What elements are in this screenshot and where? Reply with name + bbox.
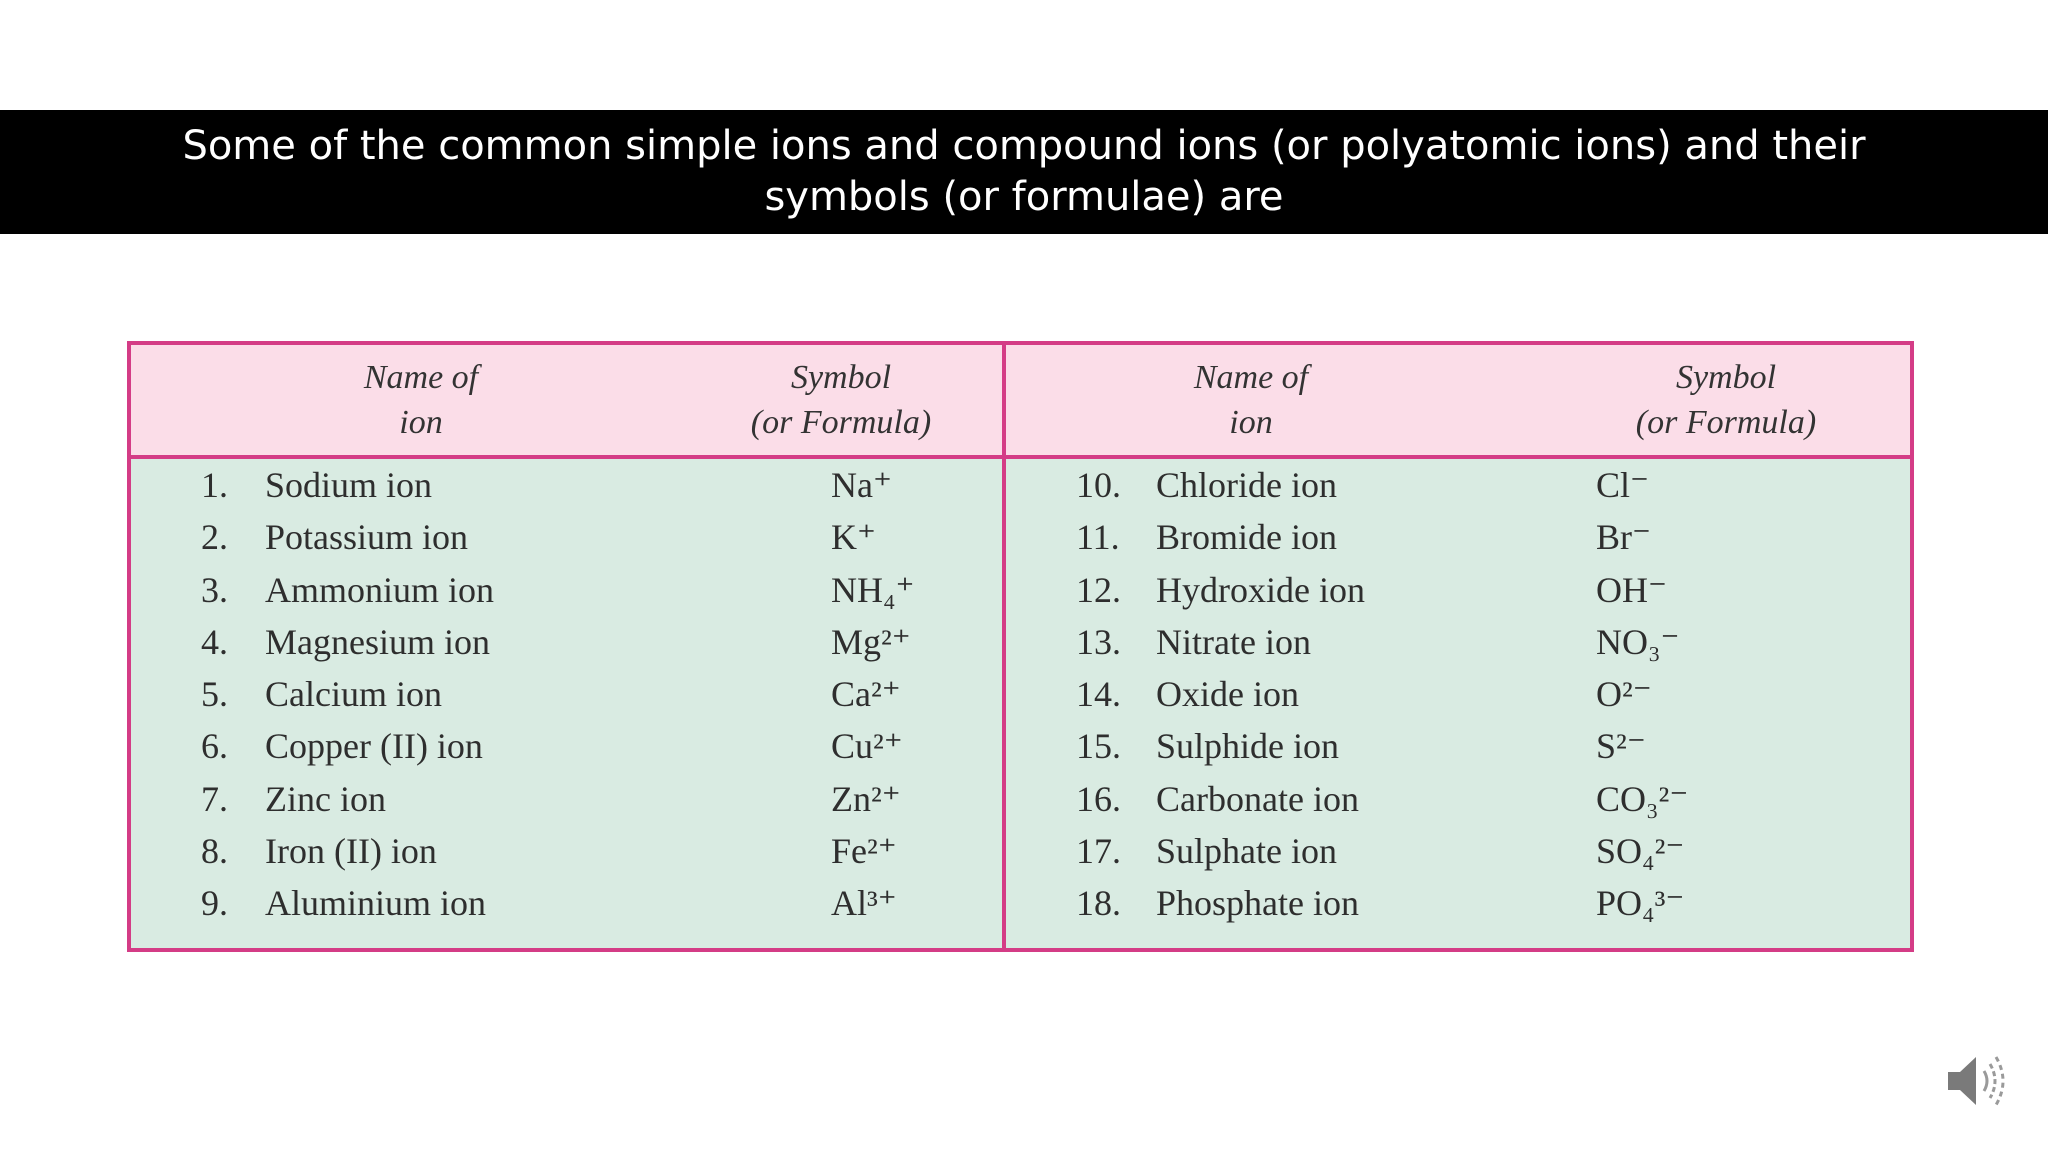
ion-name: Aluminium ion	[265, 883, 487, 924]
table-row	[131, 877, 1002, 929]
ion-symbol: Al³⁺	[831, 883, 897, 924]
row-number: 6.	[201, 726, 228, 767]
left-rows	[131, 459, 1002, 930]
ion-name: Hydroxide ion	[1156, 569, 1365, 610]
ion-symbol: K⁺	[831, 517, 876, 558]
table-row	[1006, 564, 1914, 616]
ion-name: Oxide ion	[1156, 674, 1299, 715]
row-number: 7.	[201, 778, 228, 819]
ion-symbol: Cu²⁺	[831, 726, 903, 767]
row-number: 1.	[201, 465, 228, 505]
ion-symbol: Mg²⁺	[831, 621, 911, 662]
row-number: 14.	[1076, 674, 1121, 715]
table-row	[1006, 459, 1914, 511]
ion-name: Copper (II) ion	[265, 726, 483, 767]
table-row	[1006, 668, 1914, 720]
row-number: 2.	[201, 517, 228, 558]
header-name-line2: ion	[399, 404, 443, 441]
table-row	[131, 564, 1002, 616]
ion-name: Potassium ion	[265, 517, 469, 558]
ion-name: Sulphide ion	[1156, 726, 1340, 767]
header-name-left	[321, 355, 521, 445]
header-symbol-right	[1606, 355, 1846, 445]
ion-symbol: Zn²⁺	[831, 778, 901, 819]
row-number: 18.	[1076, 883, 1121, 924]
table-row	[131, 825, 1002, 877]
table-row	[1006, 511, 1914, 563]
ion-name: Phosphate ion	[1156, 883, 1359, 924]
table-row	[1006, 720, 1914, 772]
ion-symbol: NH₄⁺	[831, 569, 915, 610]
row-number: 5.	[201, 674, 228, 715]
title-banner	[0, 110, 2048, 234]
header-symbol-line1: Symbol	[790, 359, 892, 396]
table-row	[1006, 825, 1914, 877]
header-symbol-line2: (or Formula)	[750, 404, 932, 441]
ion-symbol: Ca²⁺	[831, 674, 901, 715]
ion-symbol: SO₄²⁻	[1596, 831, 1685, 872]
ion-name: Zinc ion	[265, 778, 386, 819]
ion-symbol: PO₄³⁻	[1596, 883, 1685, 924]
row-number: 15.	[1076, 726, 1121, 767]
ion-name: Carbonate ion	[1156, 778, 1359, 819]
ion-name: Nitrate ion	[1156, 621, 1311, 662]
ion-symbol: Na⁺	[831, 465, 892, 505]
header-symbol-line1: Symbol	[1675, 359, 1777, 396]
row-number: 10.	[1076, 465, 1121, 505]
ion-symbol: Fe²⁺	[831, 831, 897, 872]
table-row	[1006, 877, 1914, 929]
row-number: 3.	[201, 569, 228, 610]
row-number: 4.	[201, 621, 228, 662]
table-row	[131, 459, 1002, 511]
table-header	[131, 345, 1910, 459]
table-row	[131, 616, 1002, 668]
table-row	[131, 668, 1002, 720]
ion-name: Ammonium ion	[265, 569, 495, 610]
ion-symbol: Cl⁻	[1596, 465, 1650, 505]
ion-symbol: CO₃²⁻	[1596, 778, 1689, 819]
header-symbol-left	[721, 355, 961, 445]
row-number: 9.	[201, 883, 228, 924]
row-number: 11.	[1076, 517, 1120, 558]
header-name-line1: Name of	[1193, 359, 1309, 396]
header-symbol-line2: (or Formula)	[1635, 404, 1817, 441]
table-row	[131, 511, 1002, 563]
ion-name: Sulphate ion	[1156, 831, 1337, 872]
ion-name: Calcium ion	[265, 674, 442, 715]
header-name-line2: ion	[1229, 404, 1273, 441]
ion-symbol: OH⁻	[1596, 569, 1667, 610]
speaker-icon[interactable]	[1940, 1045, 2012, 1117]
header-name-line1: Name of	[363, 359, 479, 396]
row-number: 16.	[1076, 778, 1121, 819]
table-row	[1006, 773, 1914, 825]
row-number: 17.	[1076, 831, 1121, 872]
header-name-right	[1151, 355, 1351, 445]
table-row	[1006, 616, 1914, 668]
slide-title: Some of the common simple ions and compound ions (or polyatomic ions) and their symbols (or formulae) are	[182, 123, 1866, 220]
ion-name: Sodium ion	[265, 465, 433, 505]
ion-symbol: S²⁻	[1596, 726, 1646, 767]
ion-name: Chloride ion	[1156, 465, 1337, 505]
ion-symbol: NO₃⁻	[1596, 621, 1680, 662]
ion-name: Iron (II) ion	[265, 831, 437, 872]
ion-symbol: O²⁻	[1596, 674, 1652, 715]
table-row	[131, 773, 1002, 825]
ion-name: Magnesium ion	[265, 621, 490, 662]
speaker-icon-graphic	[1940, 1045, 2012, 1117]
row-number: 13.	[1076, 621, 1121, 662]
table-row	[131, 720, 1002, 772]
ion-name: Bromide ion	[1156, 517, 1337, 558]
row-number: 8.	[201, 831, 228, 872]
ion-symbol: Br⁻	[1596, 517, 1652, 558]
ions-table	[127, 341, 1914, 952]
row-number: 12.	[1076, 569, 1121, 610]
right-rows	[1006, 459, 1914, 930]
